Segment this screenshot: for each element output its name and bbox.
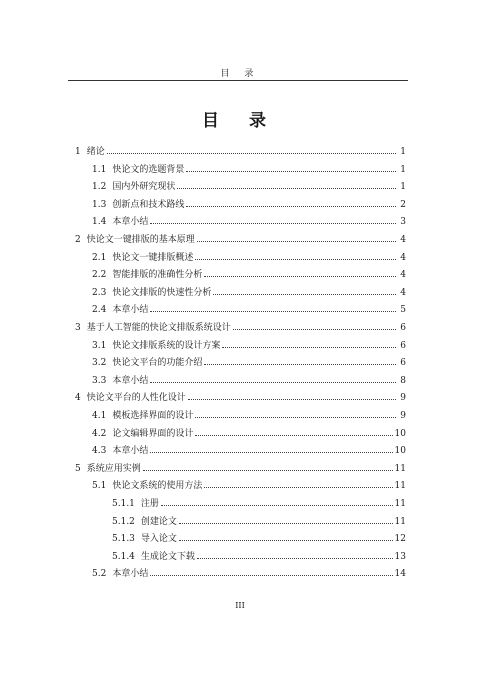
toc-entry-page: 8 [400, 375, 406, 386]
running-header: 目 录 [220, 69, 260, 79]
dot-leader [186, 206, 396, 207]
dot-leader [204, 276, 396, 277]
toc-entry-title: 创新点和技术路线 [112, 199, 185, 210]
dot-leader [186, 171, 396, 172]
toc-entry-title: 本章小结 [112, 446, 149, 457]
header-rule [68, 80, 408, 81]
toc-entry-title: 本章小结 [112, 375, 149, 386]
toc-entry-number: 3 [75, 323, 81, 333]
toc-entry[interactable] [92, 198, 406, 212]
dot-leader [150, 382, 396, 383]
toc-entry[interactable] [92, 444, 406, 458]
toc-entry-number: 3.3 [92, 375, 107, 386]
toc-entry-title: 快论文系统的使用方法 [112, 481, 203, 492]
toc-entry-title: 本章小结 [112, 217, 149, 228]
toc-entry[interactable] [92, 180, 406, 194]
toc-entry-title: 快论文平台的功能介绍 [112, 358, 203, 369]
page-title: 目 录 [202, 111, 278, 131]
toc-entry-number: 5.1.2 [112, 516, 135, 527]
dot-leader [204, 487, 392, 488]
toc-entry-page: 4 [400, 270, 406, 281]
toc-entry-title: 快论文的选题背景 [112, 164, 185, 175]
toc-entry-title: 快论文一键排版概述 [112, 252, 194, 263]
toc-entry[interactable] [92, 286, 406, 300]
toc-entry-number: 4 [75, 393, 81, 404]
toc-entry-page: 11 [394, 516, 406, 527]
toc-entry-page: 10 [394, 428, 406, 439]
toc-entry[interactable] [92, 409, 406, 423]
toc-entry-number: 1.3 [92, 199, 107, 210]
dot-leader [107, 153, 396, 154]
toc-entry-number: 5.1.3 [112, 534, 135, 545]
dot-leader [150, 452, 392, 453]
toc-entry[interactable] [75, 321, 406, 335]
dot-leader [188, 399, 396, 400]
toc-entry-title: 本章小结 [112, 305, 149, 316]
toc-entry-number: 2.4 [92, 305, 107, 316]
toc-entry[interactable] [92, 251, 406, 265]
toc-entry[interactable] [92, 479, 406, 493]
dot-leader [195, 417, 396, 418]
toc-entry[interactable] [92, 163, 406, 177]
toc-entry[interactable] [75, 233, 406, 247]
toc-entry-page: 13 [394, 551, 406, 562]
toc-entry-page: 1 [400, 147, 406, 157]
toc-entry-number: 3.2 [92, 358, 107, 369]
toc-entry-page: 1 [400, 164, 406, 175]
toc-entry-title: 本章小结 [112, 569, 149, 580]
toc-entry-number: 4.3 [92, 446, 107, 457]
toc-entry-title: 国内外研究现状 [112, 182, 176, 193]
toc-entry-title: 快论文排版的快速性分析 [112, 287, 212, 298]
toc-entry[interactable] [112, 515, 406, 529]
toc-entry[interactable] [112, 497, 406, 511]
toc-entry[interactable] [112, 532, 406, 546]
dot-leader [222, 347, 396, 348]
toc-entry[interactable] [92, 567, 406, 581]
dot-leader [150, 223, 396, 224]
toc-entry-number: 4.2 [92, 428, 107, 439]
dot-leader [197, 241, 396, 242]
toc-entry-title: 导入论文 [140, 534, 177, 545]
toc-entry[interactable] [92, 215, 406, 229]
toc-entry-page: 6 [400, 323, 406, 333]
toc-entry-page: 9 [400, 411, 406, 421]
toc-entry-number: 5.1.4 [112, 551, 135, 562]
toc-entry[interactable] [92, 268, 406, 282]
dot-leader [197, 558, 393, 559]
toc-entry-title: 绪论 [86, 147, 105, 157]
toc-entry-title: 注册 [140, 499, 159, 509]
toc-entry-page: 14 [394, 569, 406, 580]
dot-leader [233, 329, 396, 330]
dot-leader [179, 540, 393, 541]
toc-entry-page: 6 [400, 340, 406, 351]
toc-entry-number: 3.1 [92, 340, 107, 351]
toc-entry[interactable] [75, 145, 406, 159]
toc-entry-page: 11 [394, 481, 406, 492]
toc-entry[interactable] [92, 427, 406, 441]
toc-entry-page: 11 [394, 463, 406, 474]
toc-entry-title: 论文编辑界面的设计 [112, 428, 194, 439]
toc-entry[interactable] [75, 391, 406, 405]
dot-leader [195, 435, 392, 436]
toc-entry-number: 5.1 [92, 481, 107, 492]
toc-entry-number: 2.1 [92, 252, 107, 263]
dot-leader [179, 523, 393, 524]
toc-entry-page: 11 [394, 499, 406, 509]
toc-entry-title: 智能排版的准确性分析 [112, 270, 203, 281]
dot-leader [150, 311, 396, 312]
toc-entry-number: 5.2 [92, 569, 107, 580]
toc-entry-page: 10 [394, 446, 406, 457]
toc-entry-page: 5 [400, 305, 406, 316]
toc-entry-title: 模板选择界面的设计 [112, 411, 194, 421]
toc-entry-number: 1.4 [92, 217, 107, 228]
dot-leader [195, 259, 396, 260]
footer-page-number: III [235, 601, 245, 610]
toc-entry-page: 2 [400, 199, 406, 210]
toc-entry-page: 1 [400, 182, 406, 193]
toc-entry-page: 4 [400, 235, 406, 245]
toc-entry-number: 4.1 [92, 411, 107, 421]
toc-entry-number: 5 [75, 463, 81, 474]
toc-entry-number: 1.2 [92, 182, 107, 193]
toc-entry[interactable] [92, 374, 406, 388]
toc-entry-number: 1.1 [92, 164, 107, 175]
toc-entry[interactable] [92, 303, 406, 317]
dot-leader [161, 505, 393, 506]
toc-entry-title: 快论文平台的人性化设计 [86, 393, 186, 404]
toc-entry-page: 3 [400, 217, 406, 228]
toc-entry-page: 12 [394, 534, 406, 545]
dot-leader [143, 470, 393, 471]
dot-leader [213, 294, 396, 295]
toc-entry-number: 2.3 [92, 287, 107, 298]
toc-entry[interactable] [92, 356, 406, 370]
toc-entry-title: 基于人工智能的快论文排版系统设计 [86, 323, 231, 333]
toc-entry-page: 4 [400, 252, 406, 263]
toc-entry-number: 1 [75, 147, 81, 157]
toc-entry[interactable] [92, 339, 406, 353]
toc-entry-title: 生成论文下载 [140, 551, 195, 562]
toc-entry-page: 4 [400, 287, 406, 298]
dot-leader [150, 575, 392, 576]
toc-entry-number: 2.2 [92, 270, 107, 281]
dot-leader [177, 188, 396, 189]
toc-entry-number: 5.1.1 [112, 499, 135, 509]
toc-entry-number: 2 [75, 235, 81, 245]
toc-entry-title: 快论文排版系统的设计方案 [112, 340, 221, 351]
toc-entry-page: 6 [400, 358, 406, 369]
toc-entry[interactable] [112, 550, 406, 564]
toc-entry-title: 创建论文 [140, 516, 177, 527]
toc-entry-page: 9 [400, 393, 406, 404]
toc-entry-title: 快论文一键排版的基本原理 [86, 235, 195, 245]
toc-entry-title: 系统应用实例 [86, 463, 141, 474]
dot-leader [204, 364, 396, 365]
toc-entry[interactable] [75, 462, 406, 476]
